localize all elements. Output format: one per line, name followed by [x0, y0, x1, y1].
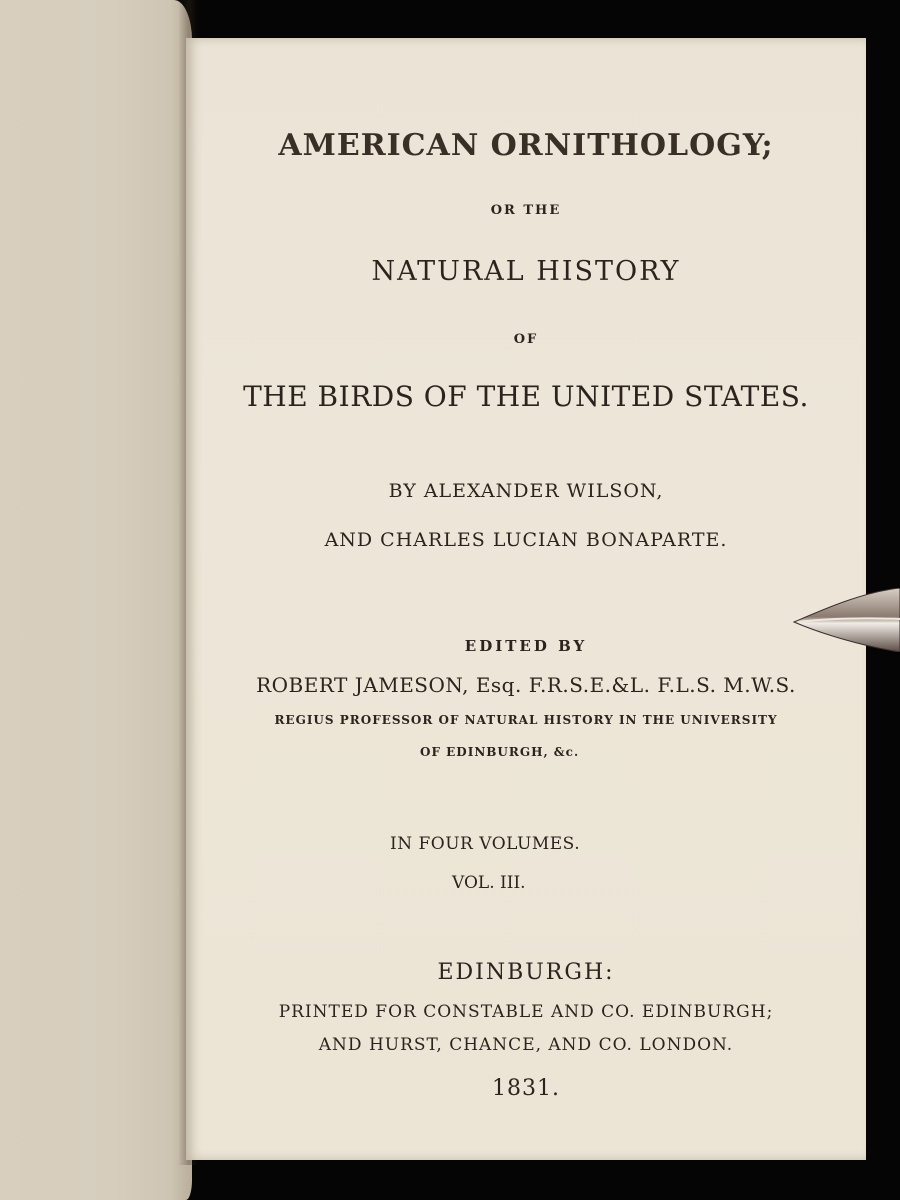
volumes-text-span: IN FOUR VOLUMES.	[390, 834, 581, 854]
volume-number-text: VOL. III.	[452, 873, 526, 893]
left-page	[0, 0, 192, 1200]
or-the-text: OR THE	[490, 203, 562, 218]
metal-page-marker-icon	[792, 588, 900, 652]
imprint-publishers: AND HURST, CHANCE, AND CO. LONDON.	[318, 1035, 734, 1055]
imprint-printed-for: PRINTED FOR CONSTABLE AND CO. EDINBURGH;	[278, 1002, 774, 1022]
editor-name: ROBERT JAMESON, Esq. F.R.S.E.&L. F.L.S. M.W.S.	[256, 673, 796, 697]
author-line-2: AND CHARLES LUCIAN BONAPARTE.	[324, 529, 728, 551]
book-title: AMERICAN ORNITHOLOGY;	[278, 128, 774, 163]
birds-subtitle: THE BIRDS OF THE UNITED STATES.	[243, 380, 809, 413]
of-text: OF	[513, 332, 539, 347]
publication-year: 1831.	[492, 1076, 560, 1101]
author-line-1: BY ALEXANDER WILSON,	[388, 480, 664, 502]
editor-title-line-1: REGIUS PROFESSOR OF NATURAL HISTORY IN THE UNIVERSITY	[274, 713, 778, 727]
editor-title-line-2-text: OF EDINBURGH, &c.	[420, 745, 580, 759]
natural-history-text: NATURAL HISTORY	[371, 256, 681, 287]
imprint-city: EDINBURGH:	[437, 960, 615, 985]
edited-by-label: EDITED BY	[464, 637, 588, 655]
